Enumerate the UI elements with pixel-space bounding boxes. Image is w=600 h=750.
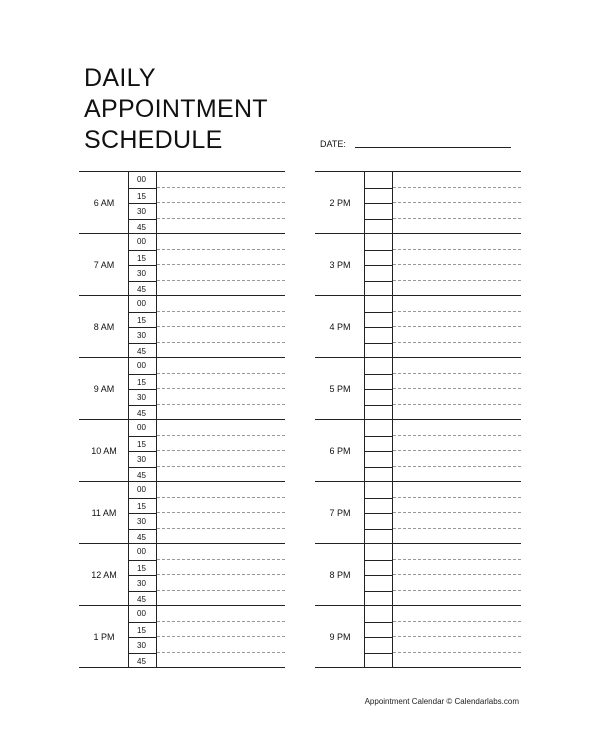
appointment-entry-line[interactable] [157,281,285,297]
minute-slots [364,606,393,668]
appointment-entry-line[interactable] [157,343,285,359]
appointment-entry-line[interactable] [157,606,285,622]
appointment-entry-line[interactable] [157,234,285,250]
hour-label: 5 PM [329,384,351,394]
appointment-entry-line[interactable] [393,343,521,359]
minute-slot [365,374,392,390]
minute-slot [365,203,392,219]
appointment-entry-line[interactable] [393,172,521,188]
appointment-entry-line[interactable] [393,389,521,405]
minute-slot [365,498,392,514]
minute-slot [365,482,392,498]
minute-slot: 15 [129,436,156,452]
hour-label: 7 PM [329,508,351,518]
date-field-line[interactable] [355,147,511,148]
minute-slot: 45 [129,467,156,483]
appointment-lines [157,296,285,358]
minute-slot [365,172,392,188]
appointment-entry-line[interactable] [157,405,285,421]
minute-slot: 00 [137,175,146,184]
appointment-entry-line[interactable] [157,265,285,281]
hour-label: 10 AM [91,446,117,456]
minute-slot: 45 [129,591,156,607]
minute-slot: 45 [129,219,156,235]
appointment-entry-line[interactable] [393,591,521,607]
appointment-entry-line[interactable] [393,575,521,591]
hour-label: 1 PM [93,632,115,642]
minute-slot [365,591,392,607]
appointment-lines [393,172,521,234]
minute-slots [364,296,393,358]
appointment-entry-line[interactable] [393,482,521,498]
minute-slot: 30 [129,575,156,591]
minute-slot: 15 [129,188,156,204]
minute-slots [364,172,393,234]
hour-label: 7 AM [93,260,115,270]
minute-slots [364,544,393,606]
appointment-entry-line[interactable] [157,451,285,467]
appointment-entry-line[interactable] [157,389,285,405]
hour-label: 8 PM [329,570,351,580]
appointment-entry-line[interactable] [157,296,285,312]
minute-slot [365,219,392,235]
minute-slot: 15 [129,622,156,638]
hour-block-right [315,357,521,419]
hour-label: 2 PM [329,198,351,208]
minute-slot: 00 [137,547,146,556]
minute-slot [365,575,392,591]
minute-slot: 45 [129,281,156,297]
title-line-3: SCHEDULE [84,126,223,154]
appointment-entry-line[interactable] [157,203,285,219]
minute-slot: 30 [129,203,156,219]
appointment-entry-line[interactable] [157,575,285,591]
minute-slot [365,544,392,560]
minute-slot [365,467,392,483]
minute-slot: 00 [137,361,146,370]
schedule-column-right [315,171,521,668]
appointment-lines [157,544,285,606]
appointment-entry-line[interactable] [393,467,521,483]
hour-block-left [79,419,285,481]
appointment-entry-line[interactable] [157,653,285,669]
appointment-entry-line[interactable] [393,296,521,312]
minute-slot [365,420,392,436]
title-line-2: APPOINTMENT [84,95,268,123]
minute-slot: 00 [137,237,146,246]
minute-slot: 15 [129,498,156,514]
appointment-lines [157,420,285,482]
appointment-lines [157,172,285,234]
appointment-entry-line[interactable] [393,529,521,545]
appointment-entry-line[interactable] [393,327,521,343]
appointment-entry-line[interactable] [393,637,521,653]
footer-credit: Appointment Calendar © Calendarlabs.com [364,697,519,706]
appointment-entry-line[interactable] [157,544,285,560]
minute-slot [365,250,392,266]
appointment-entry-line[interactable] [393,653,521,669]
minute-slots [128,234,157,296]
minute-slot [365,560,392,576]
appointment-entry-line[interactable] [393,250,521,266]
minute-slot [365,637,392,653]
hour-block-right [315,233,521,295]
appointment-entry-line[interactable] [157,513,285,529]
minute-slot: 30 [129,637,156,653]
minute-slot [365,312,392,328]
appointment-entry-line[interactable] [393,606,521,622]
minute-slot: 30 [129,389,156,405]
appointment-entry-line[interactable] [157,188,285,204]
hour-block-left [79,605,285,668]
minute-slot: 15 [129,250,156,266]
minute-slot: 00 [137,299,146,308]
appointment-entry-line[interactable] [157,482,285,498]
appointment-entry-line[interactable] [393,358,521,374]
minute-slot: 45 [129,653,156,669]
hour-block-right [315,605,521,668]
hour-label: 11 AM [91,508,117,518]
appointment-entry-line[interactable] [157,498,285,514]
minute-slots [364,358,393,420]
hour-block-left [79,481,285,543]
appointment-lines [157,482,285,544]
minute-slot [365,296,392,312]
minute-slot [365,281,392,297]
minute-slots [128,296,157,358]
minute-slots [364,420,393,482]
appointment-lines [393,544,521,606]
appointment-entry-line[interactable] [157,436,285,452]
appointment-entry-line[interactable] [393,451,521,467]
title-line-1: DAILY [84,64,156,92]
hour-label: 3 PM [329,260,351,270]
appointment-entry-line[interactable] [157,637,285,653]
appointment-entry-line[interactable] [393,560,521,576]
minute-slot: 00 [137,423,146,432]
appointment-entry-line[interactable] [393,374,521,390]
minute-slot [365,436,392,452]
minute-slot [365,389,392,405]
appointment-entry-line[interactable] [393,234,521,250]
appointment-entry-line[interactable] [157,312,285,328]
minute-slot: 30 [129,265,156,281]
minute-slot [365,265,392,281]
appointment-entry-line[interactable] [157,467,285,483]
appointment-entry-line[interactable] [393,405,521,421]
minute-slots [128,482,157,544]
minute-slot: 45 [129,529,156,545]
appointment-entry-line[interactable] [393,219,521,235]
minute-slot: 15 [129,312,156,328]
appointment-lines [393,296,521,358]
hour-label: 9 AM [93,384,115,394]
minute-slot: 30 [129,513,156,529]
appointment-entry-line[interactable] [393,188,521,204]
minute-slot [365,513,392,529]
appointment-lines [393,482,521,544]
minute-slot [365,358,392,374]
appointment-entry-line[interactable] [157,529,285,545]
appointment-lines [157,234,285,296]
hour-label: 12 AM [91,570,117,580]
appointment-lines [157,358,285,420]
hour-label: 8 AM [93,322,115,332]
appointment-entry-line[interactable] [393,281,521,297]
minute-slot: 45 [129,405,156,421]
hour-block-right [315,481,521,543]
minute-slot [365,327,392,343]
minute-slots [128,606,157,668]
minute-slot [365,234,392,250]
minute-slots [128,420,157,482]
hour-block-right [315,295,521,357]
appointment-entry-line[interactable] [157,250,285,266]
page-title [84,63,268,156]
appointment-entry-line[interactable] [157,374,285,390]
appointment-entry-line[interactable] [157,420,285,436]
appointment-entry-line[interactable] [393,312,521,328]
hour-label: 4 PM [329,322,351,332]
minute-slot: 15 [129,374,156,390]
hour-label: 9 PM [329,632,351,642]
appointment-entry-line[interactable] [393,420,521,436]
schedule-column-left [79,171,285,668]
minute-slot [365,188,392,204]
hour-label: 6 PM [329,446,351,456]
appointment-entry-line[interactable] [393,203,521,219]
hour-block-left [79,171,285,233]
minute-slot [365,606,392,622]
appointment-entry-line[interactable] [393,265,521,281]
appointment-entry-line[interactable] [157,622,285,638]
minute-slot: 30 [129,327,156,343]
minute-slots [128,544,157,606]
hour-block-left [79,233,285,295]
minute-slots [128,172,157,234]
appointment-entry-line[interactable] [157,560,285,576]
minute-slot [365,653,392,669]
minute-slots [364,234,393,296]
appointment-lines [393,606,521,668]
appointment-lines [393,358,521,420]
minute-slot [365,451,392,467]
minute-slot [365,405,392,421]
appointment-entry-line[interactable] [157,219,285,235]
date-label: DATE: [320,139,346,149]
appointment-entry-line[interactable] [393,436,521,452]
hour-block-right [315,419,521,481]
minute-slot: 15 [129,560,156,576]
minute-slot: 00 [137,609,146,618]
minute-slot [365,622,392,638]
appointment-entry-line[interactable] [157,327,285,343]
appointment-lines [393,234,521,296]
appointment-entry-line[interactable] [157,358,285,374]
minute-slot: 00 [137,485,146,494]
appointment-entry-line[interactable] [393,622,521,638]
appointment-lines [157,606,285,668]
minute-slot: 30 [129,451,156,467]
minute-slot: 45 [129,343,156,359]
appointment-entry-line[interactable] [393,498,521,514]
minute-slot [365,529,392,545]
minute-slots [128,358,157,420]
hour-block-left [79,543,285,605]
minute-slots [364,482,393,544]
appointment-entry-line[interactable] [393,544,521,560]
hour-block-right [315,171,521,233]
minute-slot [365,343,392,359]
hour-block-left [79,357,285,419]
appointment-entry-line[interactable] [393,513,521,529]
appointment-lines [393,420,521,482]
hour-block-right [315,543,521,605]
hour-label: 6 AM [93,198,115,208]
appointment-entry-line[interactable] [157,591,285,607]
appointment-entry-line[interactable] [157,172,285,188]
hour-block-left [79,295,285,357]
